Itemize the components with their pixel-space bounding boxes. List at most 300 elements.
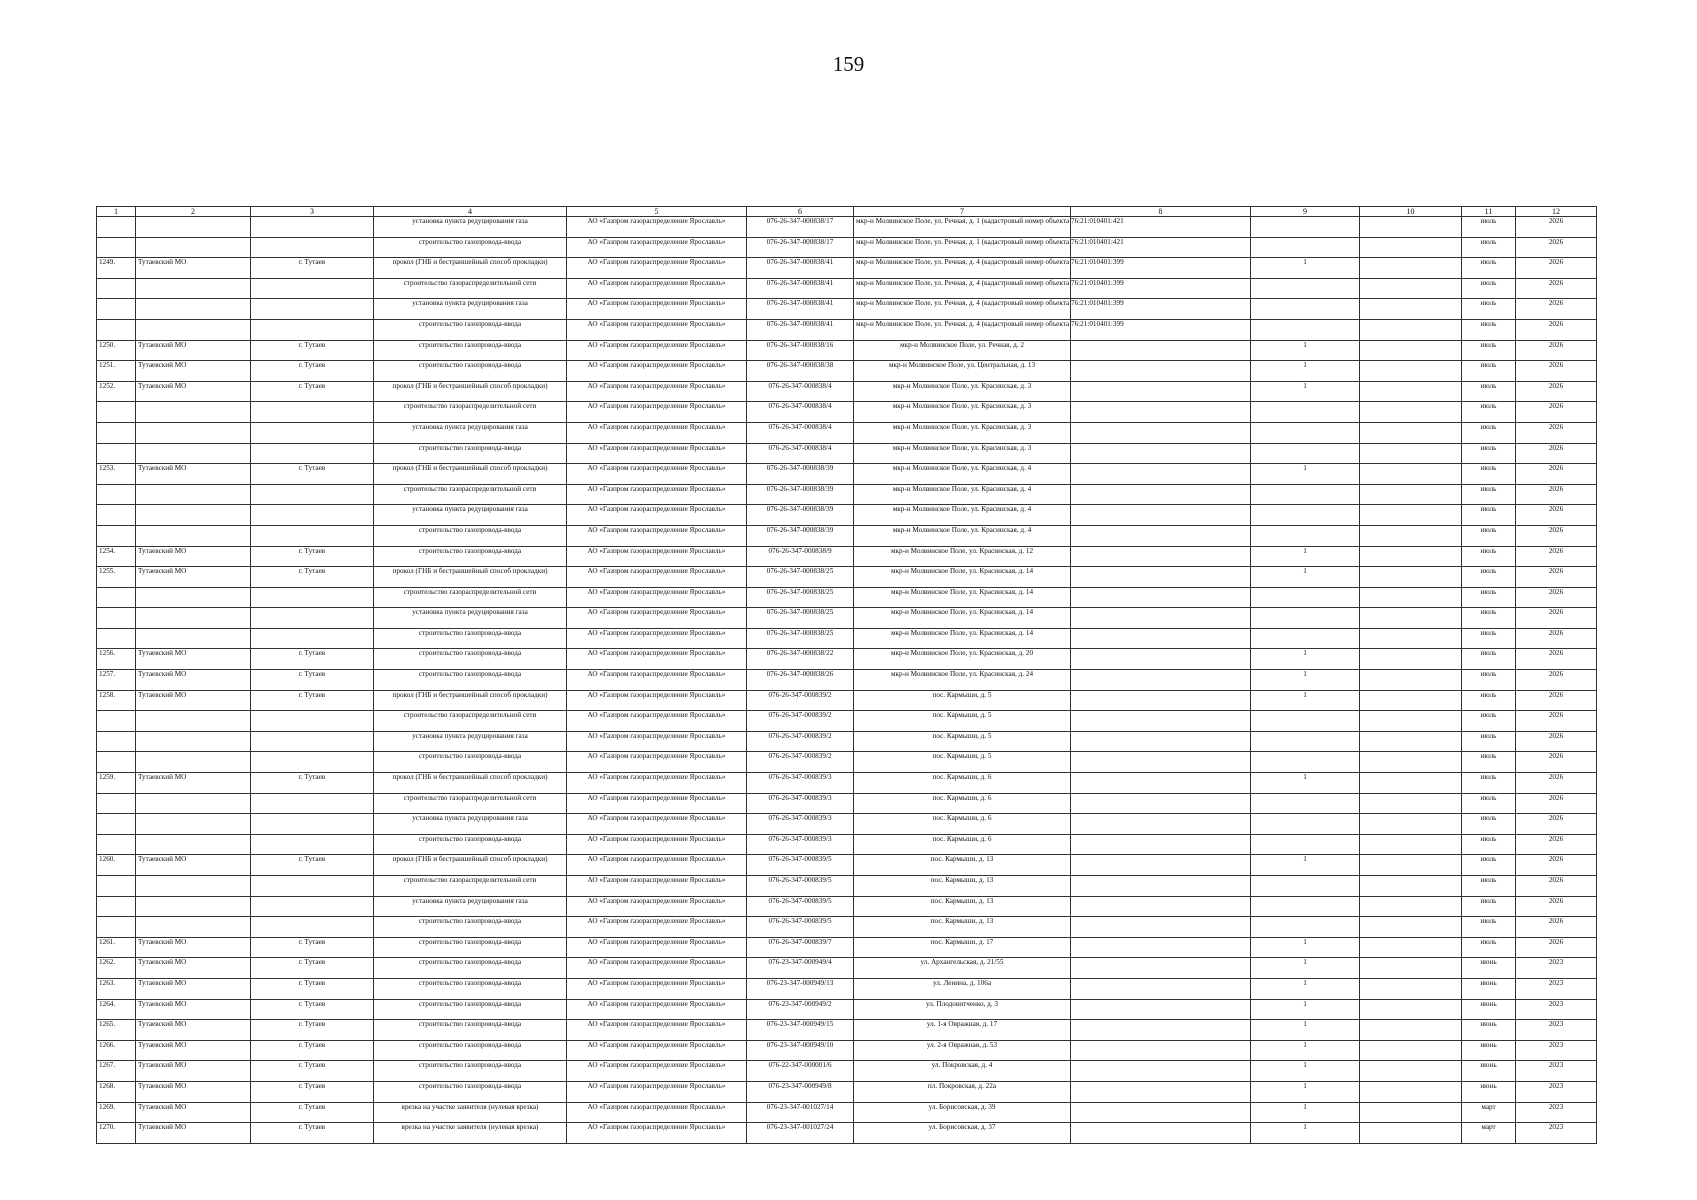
organization-cell: АО «Газпром газораспределение Ярославль» xyxy=(567,299,747,320)
year-cell: 2026 xyxy=(1516,628,1597,649)
col8-cell xyxy=(1071,422,1251,443)
col8-cell xyxy=(1071,546,1251,567)
row-number xyxy=(97,608,136,629)
application-code-cell: 076-26-347-000839/7 xyxy=(747,937,854,958)
row-number xyxy=(97,793,136,814)
year-cell: 2026 xyxy=(1516,299,1597,320)
data-table xyxy=(96,206,1597,1144)
col10-cell xyxy=(1360,711,1462,732)
quantity-cell xyxy=(1251,834,1360,855)
address-cell: пос. Кармыши, д. 6 xyxy=(854,814,1071,835)
application-code-cell: 076-23-347-000949/4 xyxy=(747,958,854,979)
work-type-cell: прокол (ГНБ и бестраншейный способ прокладки) xyxy=(374,855,567,876)
organization-cell: АО «Газпром газораспределение Ярославль» xyxy=(567,608,747,629)
col10-cell xyxy=(1360,464,1462,485)
application-code-cell: 076-23-347-000949/2 xyxy=(747,999,854,1020)
quantity-cell: 1 xyxy=(1251,464,1360,485)
work-type-cell: строительство газопровода-ввода xyxy=(374,834,567,855)
col8-cell xyxy=(1071,1081,1251,1102)
col8-cell xyxy=(1071,525,1251,546)
work-type-cell: установка пункта редуцирования газа xyxy=(374,731,567,752)
quantity-cell xyxy=(1251,896,1360,917)
district-cell: Тутаевский МО xyxy=(136,958,251,979)
month-cell: июль xyxy=(1462,237,1516,258)
district-cell: Тутаевский МО xyxy=(136,361,251,382)
district-cell: Тутаевский МО xyxy=(136,381,251,402)
district-cell xyxy=(136,525,251,546)
table-row xyxy=(97,422,1597,443)
col10-cell xyxy=(1360,443,1462,464)
organization-cell: АО «Газпром газораспределение Ярославль» xyxy=(567,258,747,279)
col8-cell xyxy=(1071,1102,1251,1123)
quantity-cell xyxy=(1251,793,1360,814)
work-type-cell: строительство газораспределительной сети xyxy=(374,484,567,505)
col8-cell xyxy=(1071,587,1251,608)
organization-cell: АО «Газпром газораспределение Ярославль» xyxy=(567,217,747,238)
col8-cell xyxy=(1071,628,1251,649)
district-cell xyxy=(136,299,251,320)
table-row xyxy=(97,1061,1597,1082)
city-cell: г. Тутаев xyxy=(251,1081,374,1102)
quantity-cell xyxy=(1251,443,1360,464)
city-cell xyxy=(251,319,374,340)
table-row xyxy=(97,505,1597,526)
city-cell: г. Тутаев xyxy=(251,999,374,1020)
row-number: 1251. xyxy=(97,361,136,382)
city-cell xyxy=(251,628,374,649)
table-body xyxy=(97,217,1597,1144)
table-row xyxy=(97,258,1597,279)
month-cell: июль xyxy=(1462,690,1516,711)
district-cell: Тутаевский МО xyxy=(136,773,251,794)
quantity-cell xyxy=(1251,402,1360,423)
application-code-cell: 076-23-347-000949/13 xyxy=(747,978,854,999)
city-cell: г. Тутаев xyxy=(251,1040,374,1061)
application-code-cell: 076-26-347-000838/25 xyxy=(747,628,854,649)
col10-cell xyxy=(1360,258,1462,279)
organization-cell: АО «Газпром газораспределение Ярославль» xyxy=(567,443,747,464)
district-cell xyxy=(136,484,251,505)
application-code-cell: 076-26-347-000838/39 xyxy=(747,464,854,485)
month-cell: июнь xyxy=(1462,978,1516,999)
work-type-cell: установка пункта редуцирования газа xyxy=(374,608,567,629)
address-cell: ул. 1-я Овражная, д. 17 xyxy=(854,1020,1071,1041)
row-number xyxy=(97,217,136,238)
organization-cell: АО «Газпром газораспределение Ярославль» xyxy=(567,1040,747,1061)
table-row xyxy=(97,567,1597,588)
city-cell xyxy=(251,402,374,423)
col8-cell xyxy=(1071,814,1251,835)
month-cell: июль xyxy=(1462,217,1516,238)
col-header-2: 2 xyxy=(136,207,251,217)
table-row xyxy=(97,278,1597,299)
row-number: 1265. xyxy=(97,1020,136,1041)
row-number xyxy=(97,587,136,608)
work-type-cell: прокол (ГНБ и бестраншейный способ прокладки) xyxy=(374,773,567,794)
district-cell xyxy=(136,587,251,608)
month-cell: июль xyxy=(1462,484,1516,505)
col10-cell xyxy=(1360,1061,1462,1082)
quantity-cell: 1 xyxy=(1251,1040,1360,1061)
district-cell: Тутаевский МО xyxy=(136,464,251,485)
table-row xyxy=(97,834,1597,855)
district-cell: Тутаевский МО xyxy=(136,1123,251,1144)
application-code-cell: 076-26-347-000838/39 xyxy=(747,505,854,526)
col10-cell xyxy=(1360,999,1462,1020)
row-number: 1258. xyxy=(97,690,136,711)
year-cell: 2026 xyxy=(1516,484,1597,505)
quantity-cell: 1 xyxy=(1251,1061,1360,1082)
table-row xyxy=(97,917,1597,938)
table-row xyxy=(97,773,1597,794)
district-cell xyxy=(136,319,251,340)
application-code-cell: 076-26-347-000838/41 xyxy=(747,299,854,320)
year-cell: 2026 xyxy=(1516,690,1597,711)
city-cell: г. Тутаев xyxy=(251,670,374,691)
organization-cell: АО «Газпром газораспределение Ярославль» xyxy=(567,752,747,773)
work-type-cell: установка пункта редуцирования газа xyxy=(374,814,567,835)
year-cell: 2026 xyxy=(1516,443,1597,464)
year-cell: 2026 xyxy=(1516,937,1597,958)
year-cell: 2026 xyxy=(1516,217,1597,238)
address-cell: мкр-н Молвинское Поле, ул. Красинская, д. 14 xyxy=(854,567,1071,588)
work-type-cell: строительство газопровода-ввода xyxy=(374,1020,567,1041)
row-number: 1256. xyxy=(97,649,136,670)
district-cell xyxy=(136,896,251,917)
city-cell xyxy=(251,484,374,505)
quantity-cell: 1 xyxy=(1251,1102,1360,1123)
address-cell: пос. Кармыши, д. 6 xyxy=(854,773,1071,794)
column-number-header xyxy=(97,207,1597,217)
col8-cell xyxy=(1071,381,1251,402)
district-cell: Тутаевский МО xyxy=(136,258,251,279)
application-code-cell: 076-26-347-000839/2 xyxy=(747,711,854,732)
col10-cell xyxy=(1360,937,1462,958)
application-code-cell: 076-26-347-000838/9 xyxy=(747,546,854,567)
address-cell: пос. Кармыши, д. 5 xyxy=(854,752,1071,773)
city-cell xyxy=(251,814,374,835)
address-cell: пос. Кармыши, д. 5 xyxy=(854,690,1071,711)
col10-cell xyxy=(1360,546,1462,567)
address-cell: мкр-н Молвинское Поле, ул. Красинская, д. 14 xyxy=(854,587,1071,608)
col8-cell xyxy=(1071,978,1251,999)
district-cell xyxy=(136,402,251,423)
row-number: 1260. xyxy=(97,855,136,876)
work-type-cell: строительство газопровода-ввода xyxy=(374,999,567,1020)
col10-cell xyxy=(1360,793,1462,814)
district-cell xyxy=(136,711,251,732)
col10-cell xyxy=(1360,876,1462,897)
work-type-cell: строительство газораспределительной сети xyxy=(374,278,567,299)
address-cell: мкр-н Молвинское Поле, ул. Красинская, д. 12 xyxy=(854,546,1071,567)
row-number xyxy=(97,896,136,917)
work-type-cell: строительство газораспределительной сети xyxy=(374,876,567,897)
district-cell: Тутаевский МО xyxy=(136,670,251,691)
month-cell: июль xyxy=(1462,258,1516,279)
application-code-cell: 076-26-347-000839/2 xyxy=(747,690,854,711)
col8-cell xyxy=(1071,567,1251,588)
district-cell xyxy=(136,834,251,855)
table-row xyxy=(97,546,1597,567)
district-cell xyxy=(136,422,251,443)
year-cell: 2026 xyxy=(1516,402,1597,423)
col8-cell xyxy=(1071,752,1251,773)
table-row xyxy=(97,340,1597,361)
col10-cell xyxy=(1360,917,1462,938)
work-type-cell: строительство газопровода-ввода xyxy=(374,546,567,567)
month-cell: июль xyxy=(1462,587,1516,608)
month-cell: июнь xyxy=(1462,1081,1516,1102)
year-cell: 2026 xyxy=(1516,876,1597,897)
application-code-cell: 076-26-347-000839/3 xyxy=(747,834,854,855)
quantity-cell xyxy=(1251,299,1360,320)
row-number xyxy=(97,731,136,752)
col8-cell xyxy=(1071,670,1251,691)
col8-cell xyxy=(1071,917,1251,938)
city-cell xyxy=(251,711,374,732)
district-cell xyxy=(136,814,251,835)
month-cell: март xyxy=(1462,1102,1516,1123)
month-cell: июль xyxy=(1462,443,1516,464)
month-cell: июнь xyxy=(1462,1061,1516,1082)
application-code-cell: 076-26-347-000838/22 xyxy=(747,649,854,670)
application-code-cell: 076-26-347-000839/5 xyxy=(747,917,854,938)
address-cell: пос. Кармыши, д. 13 xyxy=(854,855,1071,876)
district-cell: Тутаевский МО xyxy=(136,937,251,958)
table-row xyxy=(97,1123,1597,1144)
address-cell: мкр-н Молвинское Поле, ул. Красинская, д. 4 xyxy=(854,505,1071,526)
organization-cell: АО «Газпром газораспределение Ярославль» xyxy=(567,670,747,691)
col10-cell xyxy=(1360,319,1462,340)
col10-cell xyxy=(1360,896,1462,917)
table-row xyxy=(97,1040,1597,1061)
city-cell xyxy=(251,587,374,608)
work-type-cell: установка пункта редуцирования газа xyxy=(374,896,567,917)
table-row xyxy=(97,628,1597,649)
application-code-cell: 076-26-347-000838/16 xyxy=(747,340,854,361)
col8-cell xyxy=(1071,937,1251,958)
organization-cell: АО «Газпром газораспределение Ярославль» xyxy=(567,917,747,938)
row-number xyxy=(97,505,136,526)
month-cell: июль xyxy=(1462,299,1516,320)
organization-cell: АО «Газпром газораспределение Ярославль» xyxy=(567,1102,747,1123)
table-row xyxy=(97,752,1597,773)
col10-cell xyxy=(1360,299,1462,320)
col-header-3: 3 xyxy=(251,207,374,217)
year-cell: 2026 xyxy=(1516,361,1597,382)
work-type-cell: строительство газопровода-ввода xyxy=(374,628,567,649)
col10-cell xyxy=(1360,587,1462,608)
col8-cell xyxy=(1071,711,1251,732)
table-row xyxy=(97,1102,1597,1123)
address-cell: мкр-н Молвинское Поле, ул. Речная, д. 4 (кадастровый номер объекта 76:21:010401:399 xyxy=(854,258,1071,279)
year-cell: 2023 xyxy=(1516,1040,1597,1061)
row-number xyxy=(97,299,136,320)
row-number: 1249. xyxy=(97,258,136,279)
table-row xyxy=(97,876,1597,897)
month-cell: июнь xyxy=(1462,999,1516,1020)
district-cell: Тутаевский МО xyxy=(136,855,251,876)
address-cell: пос. Кармыши, д. 13 xyxy=(854,896,1071,917)
col-header-1: 1 xyxy=(97,207,136,217)
address-cell: мкр-н Молвинское Поле, ул. Красинская, д. 20 xyxy=(854,649,1071,670)
organization-cell: АО «Газпром газораспределение Ярославль» xyxy=(567,525,747,546)
row-number xyxy=(97,628,136,649)
address-cell: ул. Архангельская, д. 21/55 xyxy=(854,958,1071,979)
year-cell: 2023 xyxy=(1516,978,1597,999)
table-row xyxy=(97,896,1597,917)
table-row xyxy=(97,319,1597,340)
table-row xyxy=(97,1081,1597,1102)
application-code-cell: 076-26-347-000838/25 xyxy=(747,587,854,608)
col8-cell xyxy=(1071,1020,1251,1041)
col10-cell xyxy=(1360,958,1462,979)
organization-cell: АО «Газпром газораспределение Ярославль» xyxy=(567,690,747,711)
month-cell: июль xyxy=(1462,814,1516,835)
col-header-11: 11 xyxy=(1462,207,1516,217)
quantity-cell: 1 xyxy=(1251,773,1360,794)
col-header-8: 8 xyxy=(1071,207,1251,217)
city-cell: г. Тутаев xyxy=(251,361,374,382)
table-row xyxy=(97,464,1597,485)
quantity-cell: 1 xyxy=(1251,690,1360,711)
organization-cell: АО «Газпром газораспределение Ярославль» xyxy=(567,422,747,443)
row-number xyxy=(97,402,136,423)
work-type-cell: строительство газораспределительной сети xyxy=(374,793,567,814)
col10-cell xyxy=(1360,834,1462,855)
district-cell xyxy=(136,793,251,814)
city-cell xyxy=(251,917,374,938)
organization-cell: АО «Газпром газораспределение Ярославль» xyxy=(567,319,747,340)
address-cell: мкр-н Молвинское Поле, ул. Речная, д. 2 xyxy=(854,340,1071,361)
col10-cell xyxy=(1360,690,1462,711)
city-cell xyxy=(251,505,374,526)
address-cell: мкр-н Молвинское Поле, ул. Красинская, д. 14 xyxy=(854,628,1071,649)
address-cell: мкр-н Молвинское Поле, ул. Речная, д. 4 (кадастровый номер объекта 76:21:010401:399 xyxy=(854,299,1071,320)
row-number xyxy=(97,917,136,938)
month-cell: июль xyxy=(1462,773,1516,794)
month-cell: июль xyxy=(1462,628,1516,649)
col8-cell xyxy=(1071,402,1251,423)
month-cell: июль xyxy=(1462,711,1516,732)
quantity-cell xyxy=(1251,876,1360,897)
city-cell: г. Тутаев xyxy=(251,340,374,361)
year-cell: 2026 xyxy=(1516,505,1597,526)
col8-cell xyxy=(1071,999,1251,1020)
quantity-cell xyxy=(1251,484,1360,505)
organization-cell: АО «Газпром газораспределение Ярославль» xyxy=(567,567,747,588)
year-cell: 2026 xyxy=(1516,670,1597,691)
address-cell: пос. Кармыши, д. 17 xyxy=(854,937,1071,958)
work-type-cell: строительство газопровода-ввода xyxy=(374,752,567,773)
quantity-cell: 1 xyxy=(1251,546,1360,567)
month-cell: июль xyxy=(1462,402,1516,423)
quantity-cell: 1 xyxy=(1251,1123,1360,1144)
col8-cell xyxy=(1071,1040,1251,1061)
col8-cell xyxy=(1071,793,1251,814)
row-number xyxy=(97,484,136,505)
organization-cell: АО «Газпром газораспределение Ярославль» xyxy=(567,237,747,258)
table-row xyxy=(97,793,1597,814)
city-cell xyxy=(251,422,374,443)
address-cell: пос. Кармыши, д. 5 xyxy=(854,731,1071,752)
city-cell xyxy=(251,608,374,629)
district-cell xyxy=(136,608,251,629)
application-code-cell: 076-26-347-000838/4 xyxy=(747,443,854,464)
city-cell xyxy=(251,834,374,855)
application-code-cell: 076-26-347-000838/4 xyxy=(747,422,854,443)
year-cell: 2026 xyxy=(1516,381,1597,402)
col10-cell xyxy=(1360,505,1462,526)
year-cell: 2026 xyxy=(1516,319,1597,340)
table-row xyxy=(97,937,1597,958)
application-code-cell: 076-26-347-000839/3 xyxy=(747,793,854,814)
quantity-cell xyxy=(1251,278,1360,299)
table-row xyxy=(97,587,1597,608)
organization-cell: АО «Газпром газораспределение Ярославль» xyxy=(567,999,747,1020)
col8-cell xyxy=(1071,340,1251,361)
quantity-cell xyxy=(1251,237,1360,258)
organization-cell: АО «Газпром газораспределение Ярославль» xyxy=(567,381,747,402)
organization-cell: АО «Газпром газораспределение Ярославль» xyxy=(567,340,747,361)
col8-cell xyxy=(1071,608,1251,629)
col10-cell xyxy=(1360,381,1462,402)
district-cell xyxy=(136,505,251,526)
city-cell: г. Тутаев xyxy=(251,381,374,402)
quantity-cell xyxy=(1251,608,1360,629)
application-code-cell: 076-26-347-000839/3 xyxy=(747,814,854,835)
address-cell: мкр-н Молвинское Поле, ул. Центральная, д. 13 xyxy=(854,361,1071,382)
address-cell: ул. Ленина, д. 106а xyxy=(854,978,1071,999)
address-cell: мкр-н Молвинское Поле, ул. Красинская, д. 4 xyxy=(854,525,1071,546)
city-cell xyxy=(251,237,374,258)
table-row xyxy=(97,525,1597,546)
city-cell: г. Тутаев xyxy=(251,1061,374,1082)
address-cell: мкр-н Молвинское Поле, ул. Речная, д. 1 (кадастровый номер объекта 76:21:010401:421 xyxy=(854,237,1071,258)
col10-cell xyxy=(1360,1102,1462,1123)
application-code-cell: 076-23-347-000949/10 xyxy=(747,1040,854,1061)
application-code-cell: 076-26-347-000838/41 xyxy=(747,258,854,279)
organization-cell: АО «Газпром газораспределение Ярославль» xyxy=(567,587,747,608)
organization-cell: АО «Газпром газораспределение Ярославль» xyxy=(567,628,747,649)
organization-cell: АО «Газпром газораспределение Ярославль» xyxy=(567,1020,747,1041)
year-cell: 2026 xyxy=(1516,340,1597,361)
col10-cell xyxy=(1360,649,1462,670)
row-number xyxy=(97,319,136,340)
table-row xyxy=(97,443,1597,464)
organization-cell: АО «Газпром газораспределение Ярославль» xyxy=(567,855,747,876)
row-number xyxy=(97,443,136,464)
table-row xyxy=(97,814,1597,835)
table-row xyxy=(97,731,1597,752)
address-cell: пос. Кармыши, д. 6 xyxy=(854,834,1071,855)
row-number: 1269. xyxy=(97,1102,136,1123)
city-cell: г. Тутаев xyxy=(251,1020,374,1041)
col8-cell xyxy=(1071,649,1251,670)
district-cell: Тутаевский МО xyxy=(136,649,251,670)
year-cell: 2026 xyxy=(1516,546,1597,567)
address-cell: мкр-н Молвинское Поле, ул. Красинская, д. 3 xyxy=(854,443,1071,464)
district-cell xyxy=(136,917,251,938)
year-cell: 2026 xyxy=(1516,608,1597,629)
address-cell: мкр-н Молвинское Поле, ул. Красинская, д. 24 xyxy=(854,670,1071,691)
application-code-cell: 076-26-347-000839/5 xyxy=(747,855,854,876)
application-code-cell: 076-26-347-000838/4 xyxy=(747,381,854,402)
application-code-cell: 076-26-347-000839/3 xyxy=(747,773,854,794)
col-header-7: 7 xyxy=(854,207,1071,217)
table-row xyxy=(97,690,1597,711)
organization-cell: АО «Газпром газораспределение Ярославль» xyxy=(567,711,747,732)
